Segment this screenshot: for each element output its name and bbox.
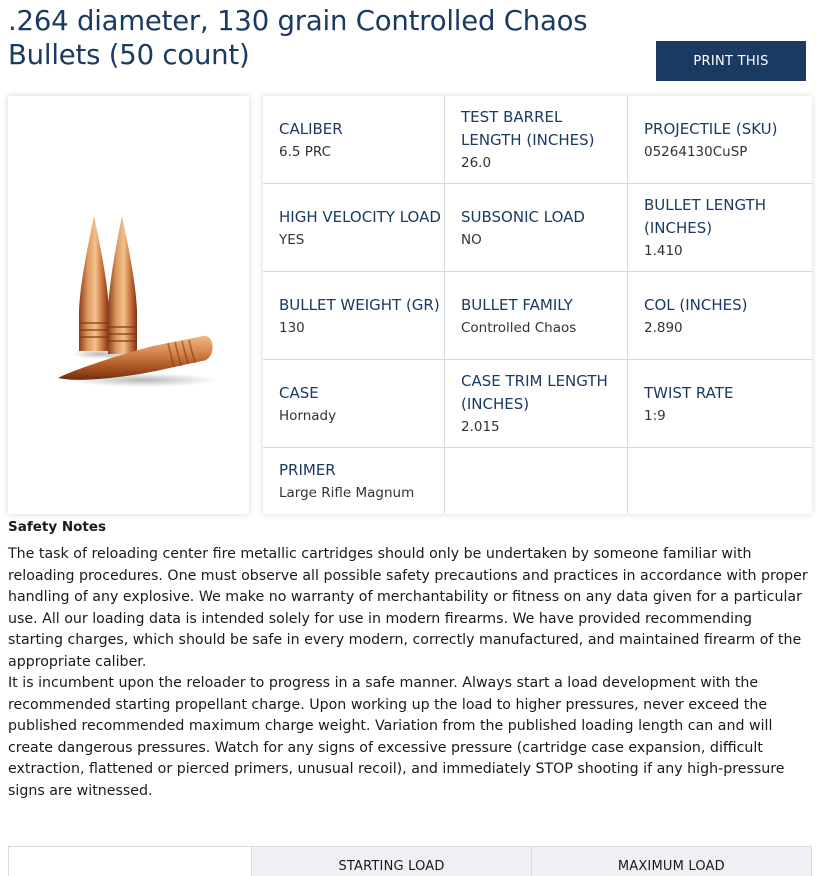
spec-label: CASE TRIM LENGTH (INCHES) <box>461 372 608 413</box>
spec-label: COL (INCHES) <box>644 295 748 314</box>
bullets-image <box>8 96 249 514</box>
table-header-starting-load: STARTING LOAD <box>251 847 530 876</box>
spec-bullet-length <box>628 184 812 272</box>
safety-notes-heading: Safety Notes <box>8 519 107 535</box>
spec-col <box>628 272 812 360</box>
spec-label: HIGH VELOCITY LOAD <box>279 207 441 226</box>
spec-empty-cell <box>628 448 812 514</box>
spec-case-trim-length <box>445 360 628 448</box>
spec-projectile-sku <box>628 96 812 184</box>
spec-label: BULLET FAMILY <box>461 295 573 314</box>
spec-value: YES <box>279 231 305 248</box>
page-title: .264 diameter, 130 grain Controlled Chaos Bullets (50 count) <box>8 5 588 71</box>
product-image-card <box>8 96 249 514</box>
spec-grid <box>263 96 812 514</box>
spec-value: 2.890 <box>644 319 683 336</box>
spec-caliber <box>263 96 445 184</box>
spec-value: 1.410 <box>644 243 683 259</box>
spec-label: TEST BARREL LENGTH (INCHES) <box>461 108 595 149</box>
spec-value: Controlled Chaos <box>461 319 577 336</box>
table-header-maximum-load: MAXIMUM LOAD <box>531 847 811 876</box>
table-header-blank <box>9 847 251 876</box>
spec-high-velocity-load <box>263 184 445 272</box>
spec-label: TWIST RATE <box>644 383 734 402</box>
spec-label: CALIBER <box>279 119 343 138</box>
spec-label: PROJECTILE (SKU) <box>644 119 778 138</box>
spec-label: BULLET WEIGHT (GR) <box>279 295 440 314</box>
spec-label: PRIMER <box>279 461 336 479</box>
spec-empty-cell <box>445 448 628 514</box>
spec-value: NO <box>461 231 482 248</box>
spec-value: 2.015 <box>461 419 500 435</box>
spec-primer <box>263 448 445 514</box>
load-data-table-header <box>8 846 812 876</box>
spec-value: 26.0 <box>461 155 492 171</box>
spec-label: SUBSONIC LOAD <box>461 207 585 226</box>
spec-value: Large Rifle Magnum <box>279 485 415 501</box>
spec-value: 1:9 <box>644 407 666 424</box>
spec-value: 05264130CuSP <box>644 143 748 160</box>
spec-test-barrel-length <box>445 96 628 184</box>
spec-bullet-weight <box>263 272 445 360</box>
spec-value: 6.5 PRC <box>279 143 332 160</box>
spec-bullet-family <box>445 272 628 360</box>
spec-label: CASE <box>279 383 319 402</box>
spec-subsonic-load <box>445 184 628 272</box>
safety-paragraph: The task of reloading center fire metallic cartridges should only be undertaken by someone familiar with reloading procedures. One must observe all possible safety precautions and practices in accordance with proper handling of any explosive. We make no warranty of merchantability or fitness on any data given for a particular use. All our loading data is intended solely for use in modern firearms. We have provided recommending starting charges, which should be safe in every modern, correctly manufactured, and maintained firearm of the appropriate caliber. <box>8 546 808 670</box>
print-button[interactable]: PRINT THIS <box>656 41 806 81</box>
spec-twist-rate <box>628 360 812 448</box>
spec-value: 130 <box>279 319 305 336</box>
spec-value: Hornady <box>279 407 337 424</box>
spec-label: BULLET LENGTH (INCHES) <box>644 196 766 237</box>
spec-case <box>263 360 445 448</box>
safety-paragraph: It is incumbent upon the reloader to progress in a safe manner. Always start a load development with the recommended starting propellant charge. Upon working up the load to higher pressures, never exceed the published recommended maximum charge weight. Variation from the published loading length can and will create dangerous pressures. Watch for any signs of excessive pressure (cartridge case expansion, difficult extraction, flattened or pierced primers, unusual recoil), and immediately STOP shooting if any high-pressure signs are witnessed. <box>8 675 785 799</box>
